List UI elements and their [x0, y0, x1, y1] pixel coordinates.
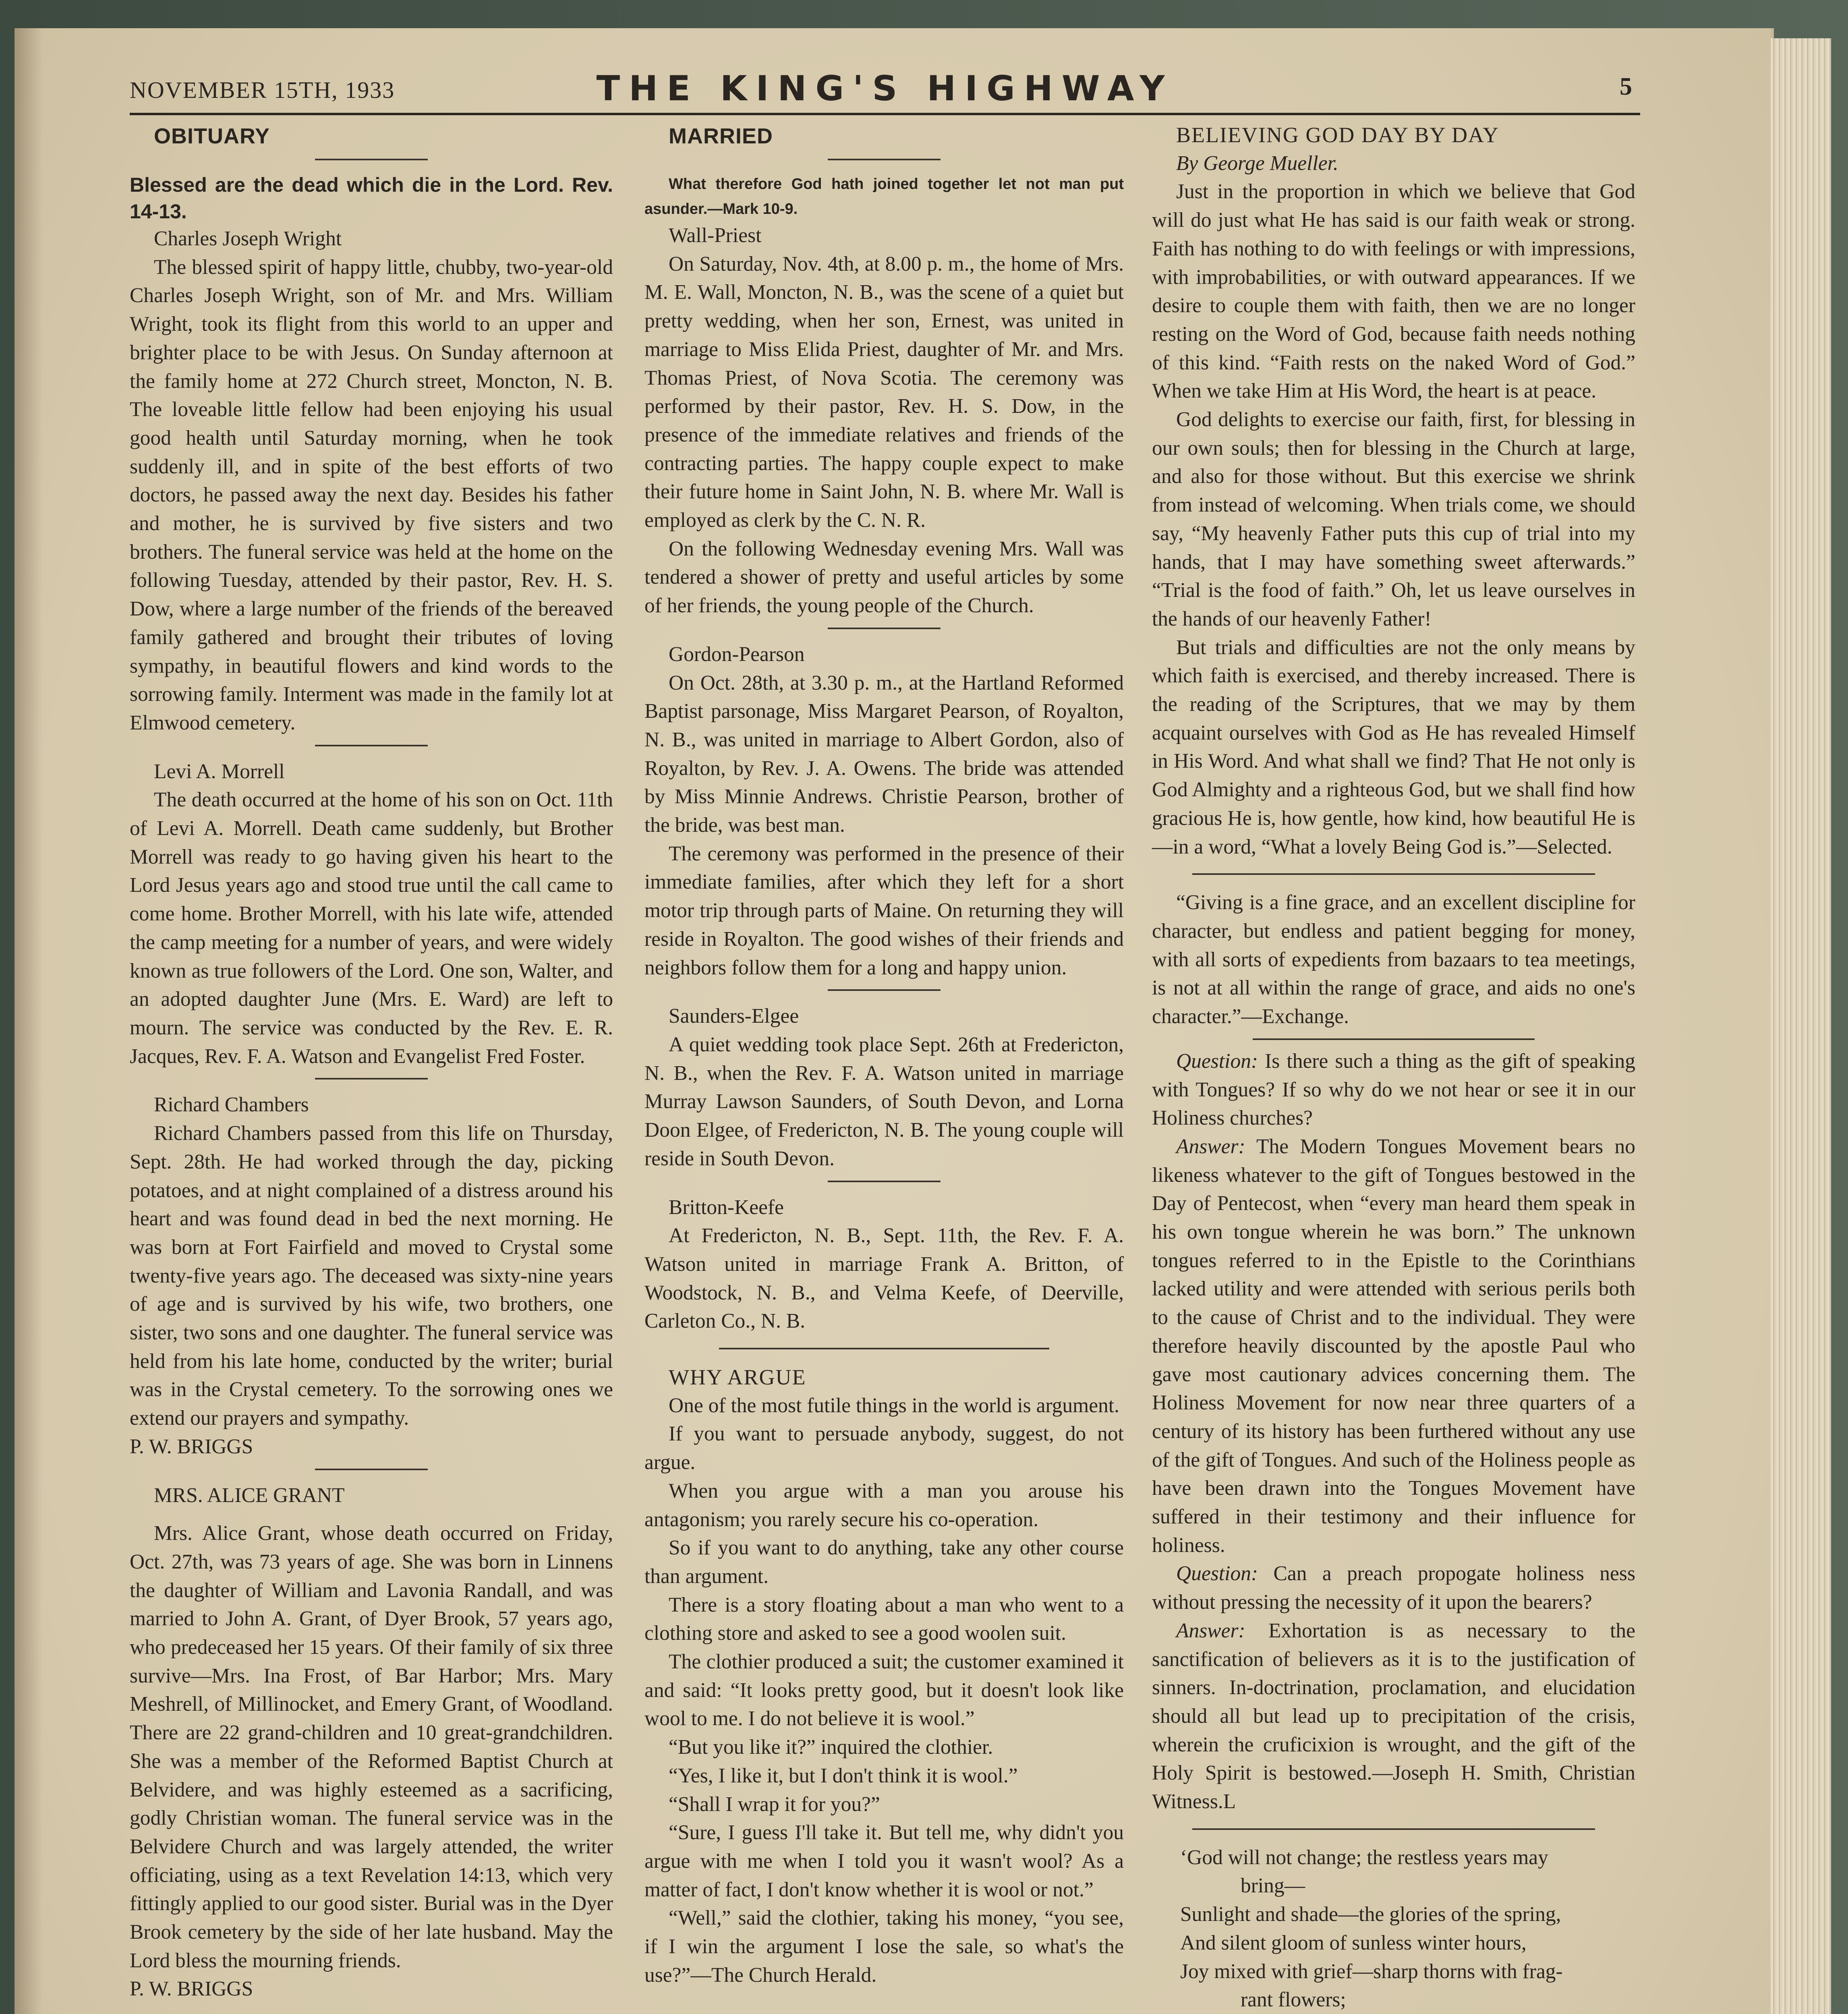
poem-line: Sunlight and shade—the glories of the spring,	[1180, 1903, 1561, 1926]
divider	[828, 628, 941, 629]
obit-signature-chambers: P. W. BRIGGS	[130, 1435, 253, 1458]
page-number: 5	[1620, 73, 1632, 100]
answer-text: The Modern Tongues Movement bears no likeness whatever to the gift of Tongues bestowed in the Day of Pentecost, when “every man heard them speak in his own tongue wherein he was born.” The unknown tongues referred to in the Epistle to the Corinthians lacked utility and were attended with serious perils both to the cause of Christ and to the individual. They were therefore heavily discounted by the apostle Paul who gave most cautionary advices concerning them. The Holiness Movement for now near three quarters of a century of its history has been furthered without any use of the gift of Tongues. And such of the Holiness people as have been drawn into the Tongues Movement have suffered in their testimony and their influence for holiness.	[1152, 1135, 1636, 1557]
question-label: Question:	[1176, 1562, 1258, 1585]
divider	[315, 159, 428, 160]
argue-paragraph: “But you like it?” inquired the clothier.	[669, 1736, 993, 1759]
qa-question-2	[1152, 1560, 1635, 1616]
wedding-text-saunders: A quiet wedding took place Sept. 26th at Fredericton, N. B., when the Rev. F. A. Watson united in marriage Murray Lawson Saunders, of South Devon, and Lorna Doon Elgee, of Fredericton, N. B. The young couple will reside in South Devon.	[644, 1033, 1124, 1170]
divider	[1192, 1828, 1595, 1830]
answer-label: Answer:	[1176, 1619, 1245, 1642]
wedding-name-britton: Britton-Keefe	[669, 1196, 784, 1219]
question-label: Question:	[1176, 1049, 1258, 1073]
obit-name-morrell: Levi A. Morrell	[154, 760, 285, 783]
obituary-verse: Blessed are the dead which die in the Lord. Rev. 14-13.	[130, 174, 613, 223]
obit-text-chambers: Richard Chambers passed from this life on Thursday, Sept. 28th. He had worked through the day, picking potatoes, and at night complained of a distress around his heart and was found dead in bed the next morning. He was born at Fort Fairfield and moved to Crystal some twenty-five years ago. The deceased was sixty-nine years of age and is survived by his wife, two brothers, one sister, two sons and one daughter. The funeral service was held from his late home, conducted by the writer; burial was in the Crystal cemetery. To the sorrowing ones we extend our prayers and sympathy.	[130, 1122, 613, 1430]
poem-line: ‘God will not change; the restless years may	[1180, 1846, 1548, 1869]
married-heading: MARRIED	[669, 124, 773, 148]
column-obituary	[130, 121, 613, 2004]
obit-name-grant: MRS. ALICE GRANT	[154, 1484, 345, 1507]
believing-paragraph-2: God delights to exercise our faith, first, for blessing in our own souls; then for blessing in the Church at large, and also for those without. But this exercise we shrink from instead of welcoming. When trials come, we should say, “My heavenly Father puts this cup of trial into my hands, that I may have something sweet afterwards.” “Trial is the food of faith.” Oh, let us leave ourselves in the hands of our heavenly Father!	[1152, 408, 1635, 630]
wedding-name-saunders: Saunders-Elgee	[669, 1005, 799, 1028]
believing-paragraph-3: But trials and difficulties are not the only means by which faith is exercised, and thereby increased. There is the reading of the Scriptures, that we may by them acquaint ourselves with God as He has revealed Himself in His Word. And what shall we find? That He not only is God Almighty and a righteous God, but we shall find how gracious He is, how gentle, how kind, how beautiful He is—in a word, “What a lovely Being God is.”—Selected.	[1152, 636, 1635, 858]
argue-paragraph: When you argue with a man you arouse his antagonism; you rarely secure his co-operation.	[644, 1479, 1124, 1531]
answer-label: Answer:	[1176, 1135, 1245, 1158]
obit-text-grant: Mrs. Alice Grant, whose death occurred on Friday, Oct. 27th, was 73 years of age. She was born in Linnens the daughter of William and Lavonia Randall, and was married to John A. Grant, of Dyer Brook, 57 years ago, who predeceased her 15 years. Of their family of six three survive—Mrs. Ina Frost, of Bar Harbor; Mrs. Mary Meshrell, of Millinocket, and Emery Grant, of Woodland. There are 22 grand-children and 10 great-grandchildren. She was a member of the Reformed Baptist Church at Belvidere, and was highly esteemed as a sacrificing, godly Christian woman. The funeral service was in the Belvidere Church and was largely attended, the writer officiating, using as a text Revelation 14:13, which very fittingly applied to our good sister. Burial was in the Dyer Brook cemetery by the side of her late husband. May the Lord bless the mourning friends.	[130, 1522, 613, 1972]
obit-text-wright: The blessed spirit of happy little, chubby, two-year-old Charles Joseph Wright, son of Mr. and Mrs. William Wright, took its flight from this world to an upper and brighter place to be with Jesus. On Sunday afternoon at the family home at 272 Church street, Moncton, N. B. The loveable little fellow had been enjoying his usual good health until Saturday morning, when he took suddenly ill, and in spite of the best efforts of two doctors, he passed away the next day. Besides his father and mother, he is survived by five sisters and two brothers. The funeral service was held at the home on the following Tuesday, attended by their pastor, Rev. H. S. Dow, where a large number of the friends of the bereaved family gathered and brought their tributes of loving sympathy, in beautiful flowers and kind words to the sorrowing family. Interment was made in the family lot at Elmwood cemetery.	[130, 255, 613, 734]
wedding-text-britton: At Fredericton, N. B., Sept. 11th, the Rev. F. A. Watson united in marriage Frank A. Britton, of Woodstock, N. B., and Velma Keefe, of Deerville, Carleton Co., N. B.	[644, 1224, 1124, 1333]
argue-paragraph: “Shall I wrap it for you?”	[669, 1792, 880, 1816]
obituary-heading: OBITUARY	[154, 124, 270, 148]
obit-signature-grant: P. W. BRIGGS	[130, 1977, 253, 2001]
believing-paragraph-1: Just in the proportion in which we believe that God will do just what He has said is our faith weak or strong. Faith has nothing to do with feelings or with impressions, with improbabilities, or with outward appearances. If we desire to couple them with faith, then we are no longer resting on the Word of God, because faith needs nothing of this kind. “Faith rests on the naked Word of God.” When we take Him at His Word, the heart is at peace.	[1152, 180, 1635, 403]
masthead-title: THE KING'S HIGHWAY	[596, 68, 1174, 109]
wedding-name-gordon: Gordon-Pearson	[669, 642, 805, 666]
obit-name-wright: Charles Joseph Wright	[154, 227, 342, 250]
obit-name-chambers: Richard Chambers	[154, 1093, 309, 1117]
wedding-name-wall: Wall-Priest	[669, 224, 762, 247]
argue-paragraph: “Sure, I guess I'll take it. But tell me, why didn't you argue with me when I told you it wasn't wool? As a matter of fact, I don't know whether it is wool or not.”	[644, 1821, 1124, 1901]
divider	[1253, 1038, 1535, 1040]
wedding-text-gordon-1: On Oct. 28th, at 3.30 p. m., at the Hartland Reformed Baptist parsonage, Miss Margaret Pearson, of Royalton, N. B., was united in marriage to Albert Gordon, also of Royalton, by Rev. J. A. Owens. The bride was attended by Miss Minnie Andrews. Christie Pearson, brother of the bride, was best man.	[644, 671, 1124, 837]
column-believing	[1152, 121, 1635, 2014]
divider	[828, 1181, 941, 1182]
divider	[719, 1348, 1049, 1349]
page-gutter-shadow	[15, 28, 43, 2014]
argue-paragraph: “Yes, I like it, but I don't think it is wool.”	[669, 1764, 1018, 1787]
divider	[828, 989, 941, 991]
issue-date: NOVEMBER 15TH, 1933	[130, 77, 395, 103]
divider	[315, 745, 428, 746]
wedding-text-wall-2: On the following Wednesday evening Mrs. Wall was tendered a shower of pretty and useful articles by some of her friends, the young people of the Church.	[644, 537, 1124, 617]
qa-answer-1	[1152, 1133, 1635, 1560]
poem-line: bring—	[1241, 1874, 1305, 1898]
argue-paragraph: The clothier produced a suit; the customer examined it and said: “It looks pretty good, but it doesn't look like wool to me. I do not believe it is wool.”	[644, 1650, 1124, 1730]
believing-byline: By George Mueller.	[1176, 151, 1338, 175]
page-header	[130, 68, 1640, 115]
argue-paragraph: One of the most futile things in the world is argument.	[669, 1394, 1120, 1417]
wedding-text-wall-1: On Saturday, Nov. 4th, at 8.00 p. m., the home of Mrs. M. E. Wall, Moncton, N. B., was the scene of a quiet but pretty wedding, when her son, Ernest, was united in marriage to Miss Elida Priest, daughter of Mr. and Mrs. Thomas Priest, of Nova Scotia. The ceremony was performed by their pastor, Rev. H. S. Dow, in the presence of the immediate relatives and friends of the contracting parties. The happy couple expect to make their future home in Saint John, N. B. where Mr. Wall is employed as clerk by the C. N. R.	[644, 252, 1124, 532]
column-married	[644, 121, 1124, 1989]
argue-paragraph: There is a story floating about a man who went to a clothing store and asked to see a good woolen suit.	[644, 1593, 1124, 1645]
believing-heading: BELIEVING GOD DAY BY DAY	[1176, 123, 1499, 147]
poem	[1152, 1844, 1635, 2014]
qa-answer-2	[1152, 1617, 1635, 1816]
question-text: Can a preach propogate holiness ness without pressing the necessity of it upon the bearers?	[1152, 1562, 1635, 1614]
divider	[1192, 873, 1595, 875]
answer-text: Exhortation is as necessary to the sanctification of believers as it is to the justification of sinners. In-doctrination, proclamation, and elucidation should all but lead up to precipitation of the crisis, wherein the cruficixion is wrought, and the gift of the Holy Spirit is bestowed.—Joseph H. Smith, Christian Witness.L	[1152, 1619, 1635, 1813]
qa-question-1	[1152, 1047, 1635, 1133]
giving-quote: “Giving is a fine grace, and an excellent discipline for character, but endless and patient begging for money, with all sorts of expedients from bazaars to tea meetings, is not at all within the range of grace, and aids no one's character.”—Exchange.	[1152, 891, 1635, 1028]
divider	[315, 1078, 428, 1080]
page-stack-edge	[1771, 38, 1831, 2014]
wedding-text-gordon-2: The ceremony was performed in the presence of their immediate families, after which they left for a short motor trip through parts of Maine. On returning they will reside in Royalton. The good wishes of their friends and neighbors follow them for a long and happy union.	[644, 842, 1124, 979]
why-argue-body	[644, 1392, 1124, 1990]
divider	[315, 1469, 428, 1470]
poem-line: Joy mixed with grief—sharp thorns with frag-	[1180, 1960, 1563, 1983]
question-text: Is there such a thing as the gift of speaking with Tongues? If so why do we not hear or see it in our Holiness churches?	[1152, 1049, 1636, 1130]
argue-paragraph: If you want to persuade anybody, suggest, do not argue.	[644, 1422, 1124, 1474]
argue-paragraph: “Well,” said the clothier, taking his money, “you see, if I win the argument I lose the sale, so what's the use?”—The Church Herald.	[644, 1906, 1124, 1987]
divider	[828, 159, 941, 160]
why-argue-heading: WHY ARGUE	[669, 1365, 806, 1390]
married-verse: What therefore God hath joined together let not man put asunder.—Mark 10-9.	[644, 176, 1124, 218]
poem-line: rant flowers;	[1241, 1988, 1346, 2012]
obit-text-morrell: The death occurred at the home of his son on Oct. 11th of Levi A. Morrell. Death came suddenly, but Brother Morrell was ready to go having given his heart to the Lord Jesus years ago and stood true until the call came to come home. Brother Morrell, with his late wife, attended the camp meeting for a number of years, and were widely known as true followers of the Lord. One son, Walter, and an adopted daughter June (Mrs. E. Ward) are left to mourn. The service was conducted by the Rev. E. R. Jacques, Rev. F. A. Watson and Evangelist Fred Foster.	[130, 788, 613, 1068]
poem-line: And silent gloom of sunless winter hours,	[1180, 1931, 1527, 1954]
argue-paragraph: So if you want to do anything, take any other course than argument.	[644, 1536, 1124, 1588]
